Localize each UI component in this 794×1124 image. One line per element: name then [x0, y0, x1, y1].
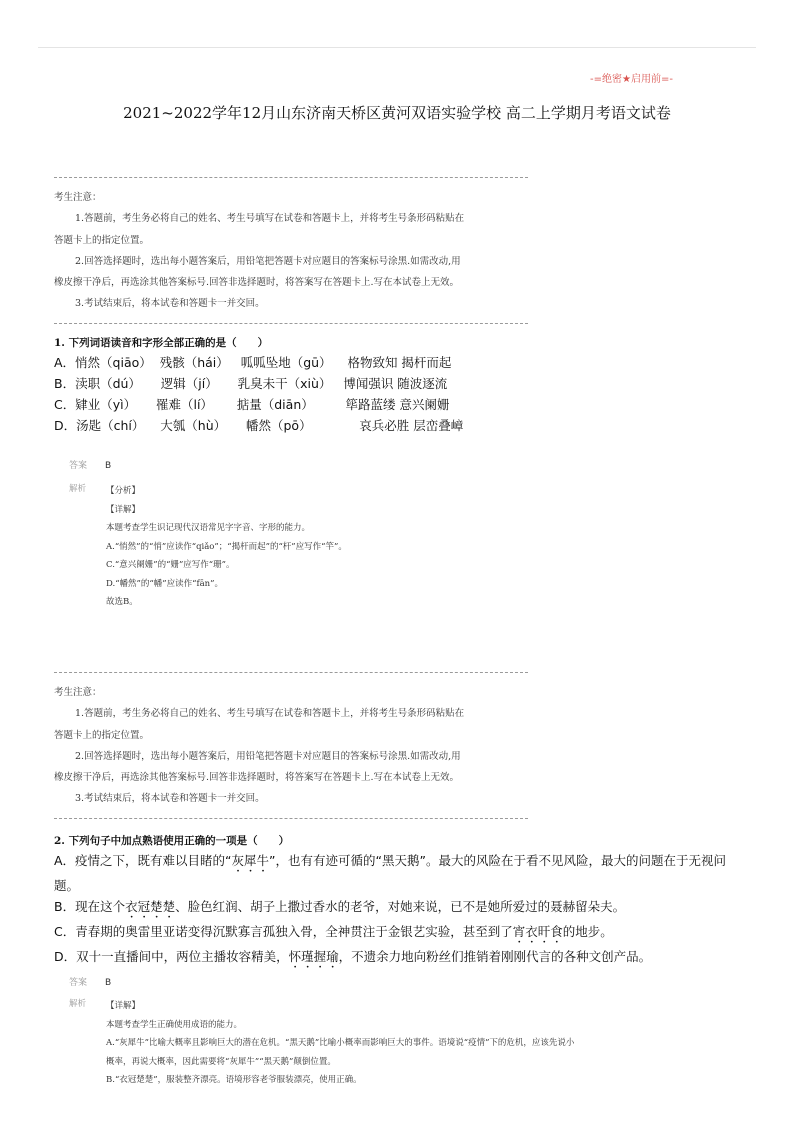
dotted-idiom: 怀瑾握瑜	[288, 949, 339, 965]
confidential-mark: -=绝密★启用前=-	[590, 74, 673, 85]
dotted-idiom: 灰犀牛	[231, 853, 270, 868]
analysis-line: 【详解】	[106, 1001, 141, 1011]
option-text: ，不遗余力地向粉丝们推销着刚刚代言的各种文创产品。	[338, 949, 652, 965]
question-2-option-c	[54, 921, 744, 946]
option-text: B．现在这个	[54, 899, 126, 915]
dotted-idiom: 衣冠楚楚	[125, 899, 176, 915]
option-text: A．疫情之下，既有难以目睹的“	[54, 853, 232, 868]
analysis-line: C.“意兴阑姗”的“姗”应写作“珊”。	[106, 560, 235, 570]
notice-heading: 考生注意：	[54, 687, 102, 698]
question-1-option-b: B．渎职（dú） 逻辑（jí） 乳臭未干（xiù） 博闻强识 随波逐流	[54, 376, 448, 391]
exam-title: 2021~2022学年12月山东济南天桥区黄河双语实验学校 高二上学期月考语文试卷	[123, 104, 671, 122]
answer-value: B	[105, 461, 112, 471]
question-1-option-a: A．悄然（qiāo） 残骸（hái） 呱呱坠地（gū） 格物致知 揭杆而起	[54, 355, 452, 370]
notice-item-3: 3.考试结束后，将本试卷和答题卡一并交回。	[75, 793, 265, 805]
question-1-option-d: D．汤匙（chí） 大瓠（hù） 幡然（pō） 哀兵必胜 层峦叠嶂	[54, 418, 464, 433]
exam-notice	[54, 187, 534, 315]
notice-item-1-cont: 答题卡上的指定位置。	[54, 234, 150, 246]
question-2-option-a	[54, 850, 744, 896]
question-1	[54, 334, 744, 436]
analysis-line: 【分析】	[106, 486, 141, 496]
analysis-line: 故选B。	[106, 597, 138, 607]
answer-label: 答案	[69, 461, 88, 471]
notice-item-2: 2.回答选择题时，选出每小题答案后，用铅笔把答题卡对应题目的答案标号涂黑.如需改动,用	[75, 255, 461, 267]
option-text: ”，也有有迹可循的“黑天鹅”。最大的风险在于看不见风险，最大的问题在于无视问题。	[54, 853, 726, 893]
option-text: C．青春期的奥雷里亚诺变得沉默寡言孤独入骨，全神贯注于金银艺实验，甚至到了	[54, 924, 513, 940]
dashed-divider	[54, 177, 528, 178]
answer-value: B	[105, 978, 112, 988]
question-2-answer	[69, 975, 111, 988]
dashed-divider	[54, 323, 528, 324]
question-2-option-d	[54, 946, 744, 971]
analysis-line: 【详解】	[106, 504, 141, 515]
question-1-option-c: C．肄业（yì） 罹难（lí） 掂量（diān） 筚路蓝缕 意兴阑姗	[54, 397, 450, 412]
question-2-stem: 2. 下列句子中加点熟语使用正确的一项是（ ）	[54, 835, 290, 847]
notice-item-3: 3.考试结束后，将本试卷和答题卡一并交回。	[75, 298, 265, 310]
notice-item-1-cont: 答题卡上的指定位置。	[54, 729, 150, 741]
dashed-divider	[54, 672, 528, 673]
answer-label: 答案	[69, 978, 88, 988]
notice-heading: 考生注意：	[54, 192, 102, 203]
notice-item-1: 1.答题前，考生务必将自己的姓名、考生号填写在试卷和答题卡上，并将考生号条形码粘贴在	[75, 708, 465, 720]
analysis-line: A.“灰犀牛”比喻大概率且影响巨大的潜在危机。“黑天鹅”比喻小概率而影响巨大的事件。语境说“疫情”下的危机，应该先说小	[106, 1038, 575, 1048]
analysis-label: 解析	[69, 484, 87, 494]
analysis-line: 概率，再说大概率，因此需要将“灰犀牛”“黑天鹅”颠倒位置。	[106, 1056, 336, 1067]
option-text: D．双十一直播间中，两位主播妆容精美，	[54, 949, 289, 965]
analysis-line: A.“悄然”的“悄”应读作“qiǎo”；“揭杆而起”的“杆”应写作“竿”。	[106, 541, 347, 552]
notice-item-1: 1.答题前，考生务必将自己的姓名、考生号填写在试卷和答题卡上，并将考生号条形码粘贴在	[75, 213, 465, 225]
question-1-stem: 1. 下列词语读音和字形全部正确的是（ ）	[54, 337, 269, 349]
dotted-idiom: 宵衣旰食	[512, 924, 563, 940]
question-2	[54, 832, 744, 971]
option-text: 的地步。	[562, 924, 613, 940]
analysis-line: B.“衣冠楚楚”，服装整齐漂亮。语境形容老爷服装漂亮，使用正确。	[106, 1075, 362, 1085]
question-1-analysis	[69, 482, 729, 612]
top-divider	[38, 47, 756, 48]
analysis-line: 本题考查学生识记现代汉语常见字字音、字形的能力。	[106, 523, 311, 533]
question-2-analysis	[69, 997, 729, 1090]
notice-item-2: 2.回答选择题时，选出每小题答案后，用铅笔把答题卡对应题目的答案标号涂黑.如需改动,用	[75, 750, 461, 762]
question-2-option-b	[54, 896, 744, 921]
option-text: 、脸色红润、胡子上撒过香水的老爷，对她来说，已不是她所爱过的聂赫留朵夫。	[175, 899, 626, 915]
exam-notice	[54, 682, 534, 810]
dashed-divider	[54, 818, 528, 819]
analysis-line: 本题考查学生正确使用成语的能力。	[106, 1019, 243, 1030]
analysis-line: D.“幡然”的“幡”应读作“fān”。	[106, 578, 223, 589]
notice-item-2-cont: 橡皮擦干净后，再选涂其他答案标号.回答非选择题时，将答案写在答题卡上.写在本试卷上无效。	[54, 277, 460, 289]
analysis-label: 解析	[69, 999, 87, 1009]
question-1-answer	[69, 458, 111, 471]
notice-item-2-cont: 橡皮擦干净后，再选涂其他答案标号.回答非选择题时，将答案写在答题卡上.写在本试卷上无效。	[54, 772, 460, 784]
